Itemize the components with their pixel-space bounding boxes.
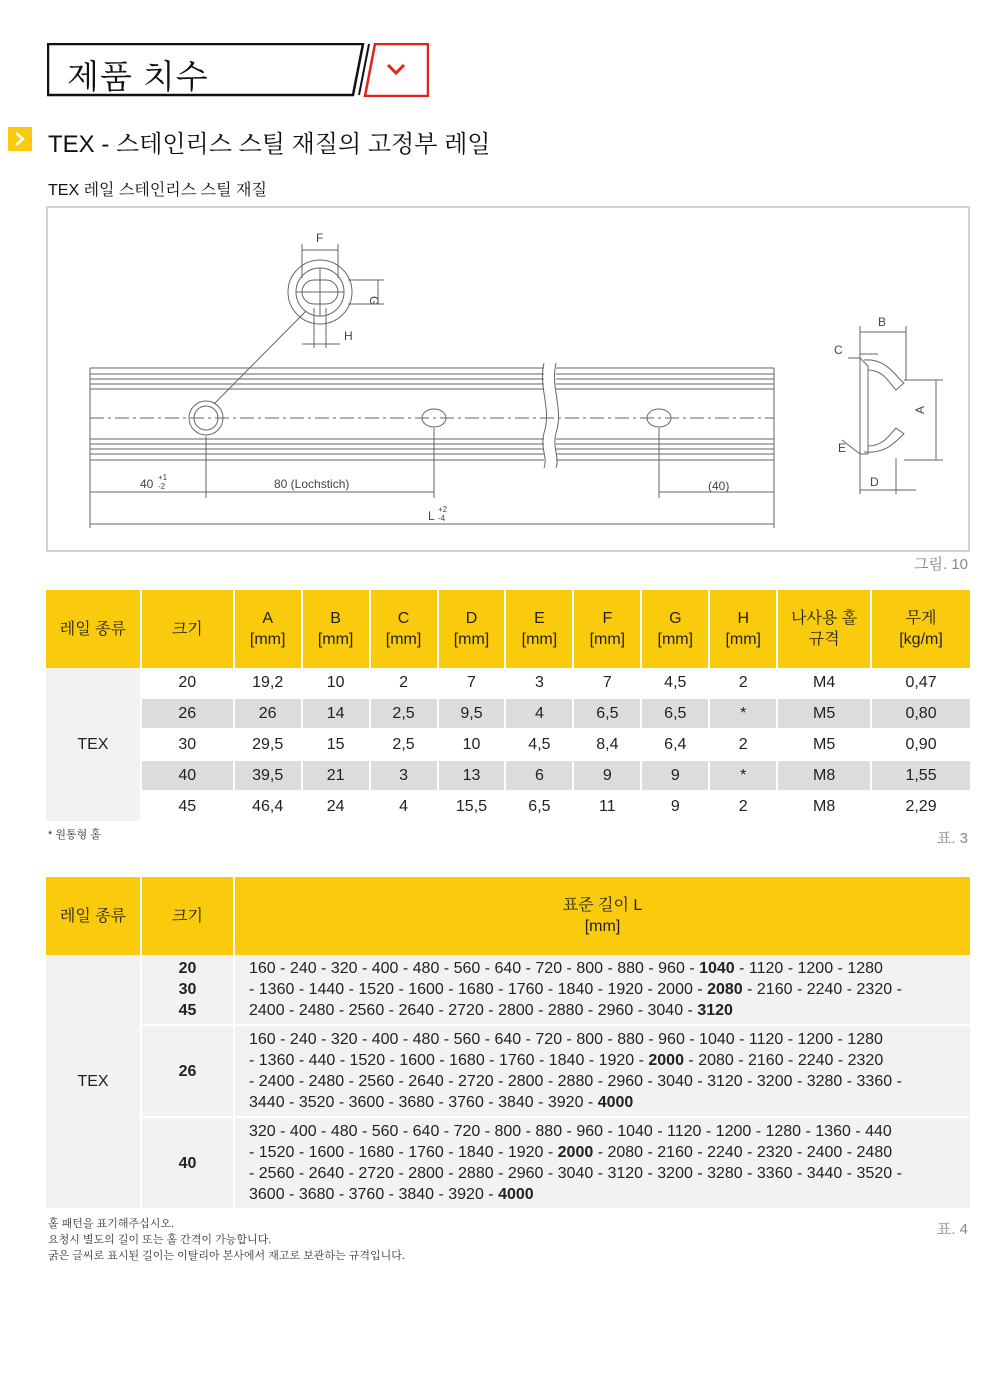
table-cell: 2 <box>371 668 439 699</box>
lengths-cell <box>235 1026 970 1118</box>
dim-label-L: L <box>428 509 435 523</box>
table-cell: * <box>710 699 778 730</box>
table-cell: 26 <box>142 699 235 730</box>
table-cell: M8 <box>778 761 872 792</box>
table-cell: 11 <box>574 792 642 823</box>
technical-drawing <box>46 206 970 552</box>
dim-label-C: C <box>834 343 843 357</box>
table-cell: 14 <box>303 699 371 730</box>
dim-label-E: E <box>838 441 847 455</box>
note-line: 요청시 별도의 길이 또는 홀 간격이 가능합니다. <box>48 1234 272 1246</box>
table-cell: 2,5 <box>371 730 439 761</box>
table-cell: 10 <box>303 668 371 699</box>
table-cell: 0,90 <box>872 730 970 761</box>
table-cell: 7 <box>574 668 642 699</box>
table-cell: 1,55 <box>872 761 970 792</box>
column-header: F [mm] <box>574 590 642 668</box>
table-cell: 15 <box>303 730 371 761</box>
table-cell: 2 <box>710 668 778 699</box>
table-note: * 원통형 홀 <box>48 829 101 841</box>
section-header <box>47 43 429 97</box>
length-line: - 2560 - 2640 - 2720 - 2800 - 2880 - 2960 - 3040 - 3120 - 3200 - 3280 - 3360 - 3440 - 3520 - <box>249 1165 902 1182</box>
table-cell: 2,29 <box>872 792 970 823</box>
table-caption: 표. 3 <box>936 830 968 847</box>
table-cell: 29,5 <box>235 730 303 761</box>
length-line: 160 - 240 - 320 - 400 - 480 - 560 - 640 - 720 - 800 - 880 - 960 - 1040 - 1120 - 1200 - 1280 <box>249 960 883 977</box>
table-cell: 13 <box>439 761 507 792</box>
table-header-row <box>46 877 970 955</box>
dim-label-F: F <box>316 231 324 245</box>
column-header: 나사용 홀 규격 <box>778 590 872 668</box>
table-cell: 9 <box>642 761 710 792</box>
size-cell: 40 <box>142 1118 235 1210</box>
column-header: 레일 종류 <box>46 877 142 955</box>
rail-type-cell: TEX <box>46 955 142 1210</box>
table-cell: 30 <box>142 730 235 761</box>
table-cell: 7 <box>439 668 507 699</box>
length-line: - 1360 - 1440 - 1520 - 1600 - 1680 - 1760 - 1840 - 1920 - 2000 - 2080 - 2160 - 2240 - 2320 - <box>249 981 902 998</box>
size-cell: 26 <box>142 1026 235 1118</box>
dim-label-40: 40 <box>140 477 154 491</box>
table-cell: 45 <box>142 792 235 823</box>
column-header: 레일 종류 <box>46 590 142 668</box>
table-cell: 2 <box>710 792 778 823</box>
column-header: D [mm] <box>439 590 507 668</box>
column-header: 표준 길이 L [mm] <box>235 877 970 955</box>
dim-label-B: B <box>878 315 887 329</box>
table-caption: 표. 4 <box>936 1221 968 1238</box>
table-cell: 4,5 <box>642 668 710 699</box>
table-cell: 6,4 <box>642 730 710 761</box>
length-line: 320 - 400 - 480 - 560 - 640 - 720 - 800 - 880 - 960 - 1040 - 1120 - 1200 - 1280 - 1360 - 440 <box>249 1123 892 1140</box>
dim-label-A: A <box>913 405 927 414</box>
table-cell: 6,5 <box>506 792 574 823</box>
length-line: 3600 - 3680 - 3760 - 3840 - 3920 - 4000 <box>249 1186 534 1203</box>
lengths-cell <box>235 1118 970 1210</box>
table-cell: 19,2 <box>235 668 303 699</box>
section-title: TEX - 스테인리스 스틸 재질의 고정부 레일 <box>48 131 491 158</box>
table-row <box>46 1118 970 1210</box>
table-cell: 21 <box>303 761 371 792</box>
lengths-cell <box>235 955 970 1026</box>
dim-tol-L-up: +2 <box>438 505 448 514</box>
table-cell: 6 <box>506 761 574 792</box>
length-line: - 2400 - 2480 - 2560 - 2640 - 2720 - 2800 - 2880 - 2960 - 3040 - 3120 - 3200 - 3280 - 3360 - <box>249 1073 902 1090</box>
table-cell: 8,4 <box>574 730 642 761</box>
table-row <box>46 955 970 1026</box>
length-line: - 1360 - 440 - 1520 - 1600 - 1680 - 1760 - 1840 - 1920 - 2000 - 2080 - 2160 - 2240 - 2320 <box>249 1052 884 1069</box>
column-header: E [mm] <box>506 590 574 668</box>
table-cell: 40 <box>142 761 235 792</box>
note-line: 굵은 글씨로 표시된 길이는 이탈리아 본사에서 재고로 보관하는 규격입니다. <box>48 1250 405 1262</box>
column-header: C [mm] <box>371 590 439 668</box>
column-header: 무게 [kg/m] <box>872 590 970 668</box>
column-header: 크기 <box>142 590 235 668</box>
table-cell: 20 <box>142 668 235 699</box>
table-cell: 0,47 <box>872 668 970 699</box>
table-cell: 10 <box>439 730 507 761</box>
length-line: 3440 - 3520 - 3600 - 3680 - 3760 - 3840 - 3920 - 4000 <box>249 1094 634 1111</box>
table-notes <box>48 1216 405 1264</box>
table-header-row <box>46 590 970 668</box>
table-cell: M5 <box>778 730 872 761</box>
table-cell: 9 <box>642 792 710 823</box>
column-header: 크기 <box>142 877 235 955</box>
table-cell: 39,5 <box>235 761 303 792</box>
table-cell: 26 <box>235 699 303 730</box>
table-cell: 9 <box>574 761 642 792</box>
dim-label-end: (40) <box>708 479 730 493</box>
table-cell: 24 <box>303 792 371 823</box>
rail-type-cell: TEX <box>46 668 142 823</box>
length-line: 160 - 240 - 320 - 400 - 480 - 560 - 640 - 720 - 800 - 880 - 960 - 1040 - 1120 - 1200 - 1280 <box>249 1031 883 1048</box>
table-cell: 9,5 <box>439 699 507 730</box>
table-row <box>46 730 970 761</box>
length-table <box>46 877 970 1210</box>
figure-caption: 그림. 10 <box>914 556 968 573</box>
dimension-table <box>46 590 970 823</box>
dim-label-G: G <box>367 296 381 306</box>
table-cell: 0,80 <box>872 699 970 730</box>
table-cell: 46,4 <box>235 792 303 823</box>
table-cell: M8 <box>778 792 872 823</box>
dim-tol-40-up: +1 <box>158 473 168 482</box>
size-cell: 20 30 45 <box>142 955 235 1026</box>
table-cell: 6,5 <box>574 699 642 730</box>
table-cell: 2 <box>710 730 778 761</box>
column-header: H [mm] <box>710 590 778 668</box>
dim-label-80: 80 (Lochstich) <box>274 477 350 491</box>
column-header: G [mm] <box>642 590 710 668</box>
table-cell: 6,5 <box>642 699 710 730</box>
table-cell: M5 <box>778 699 872 730</box>
length-line: 2400 - 2480 - 2560 - 2640 - 2720 - 2800 - 2880 - 2960 - 3040 - 3120 <box>249 1002 733 1019</box>
dim-tol-40-down: -2 <box>158 482 166 491</box>
column-header: A [mm] <box>235 590 303 668</box>
table-cell: 4,5 <box>506 730 574 761</box>
chevron-right-icon <box>8 127 32 151</box>
subsection-title: TEX 레일 스테인리스 스틸 재질 <box>48 182 267 199</box>
table-row <box>46 792 970 823</box>
table-cell: 3 <box>506 668 574 699</box>
dim-label-H: H <box>344 329 353 343</box>
table-row <box>46 761 970 792</box>
table-cell: 4 <box>506 699 574 730</box>
table-cell: 2,5 <box>371 699 439 730</box>
dim-label-D: D <box>870 475 879 489</box>
table-cell: 3 <box>371 761 439 792</box>
table-cell: 15,5 <box>439 792 507 823</box>
table-row <box>46 699 970 730</box>
note-line: 홀 패턴을 표기해주십시오. <box>48 1218 175 1230</box>
length-line: - 1520 - 1600 - 1680 - 1760 - 1840 - 1920 - 2000 - 2080 - 2160 - 2240 - 2320 - 2400 - 2480 <box>249 1144 893 1161</box>
table-cell: 4 <box>371 792 439 823</box>
table-row <box>46 1026 970 1118</box>
dim-tol-L-down: -4 <box>438 514 446 523</box>
page-title: 제품 치수 <box>67 58 209 95</box>
column-header: B [mm] <box>303 590 371 668</box>
table-cell: * <box>710 761 778 792</box>
chevron-down-icon[interactable] <box>385 61 407 77</box>
table-cell: M4 <box>778 668 872 699</box>
table-row <box>46 668 970 699</box>
